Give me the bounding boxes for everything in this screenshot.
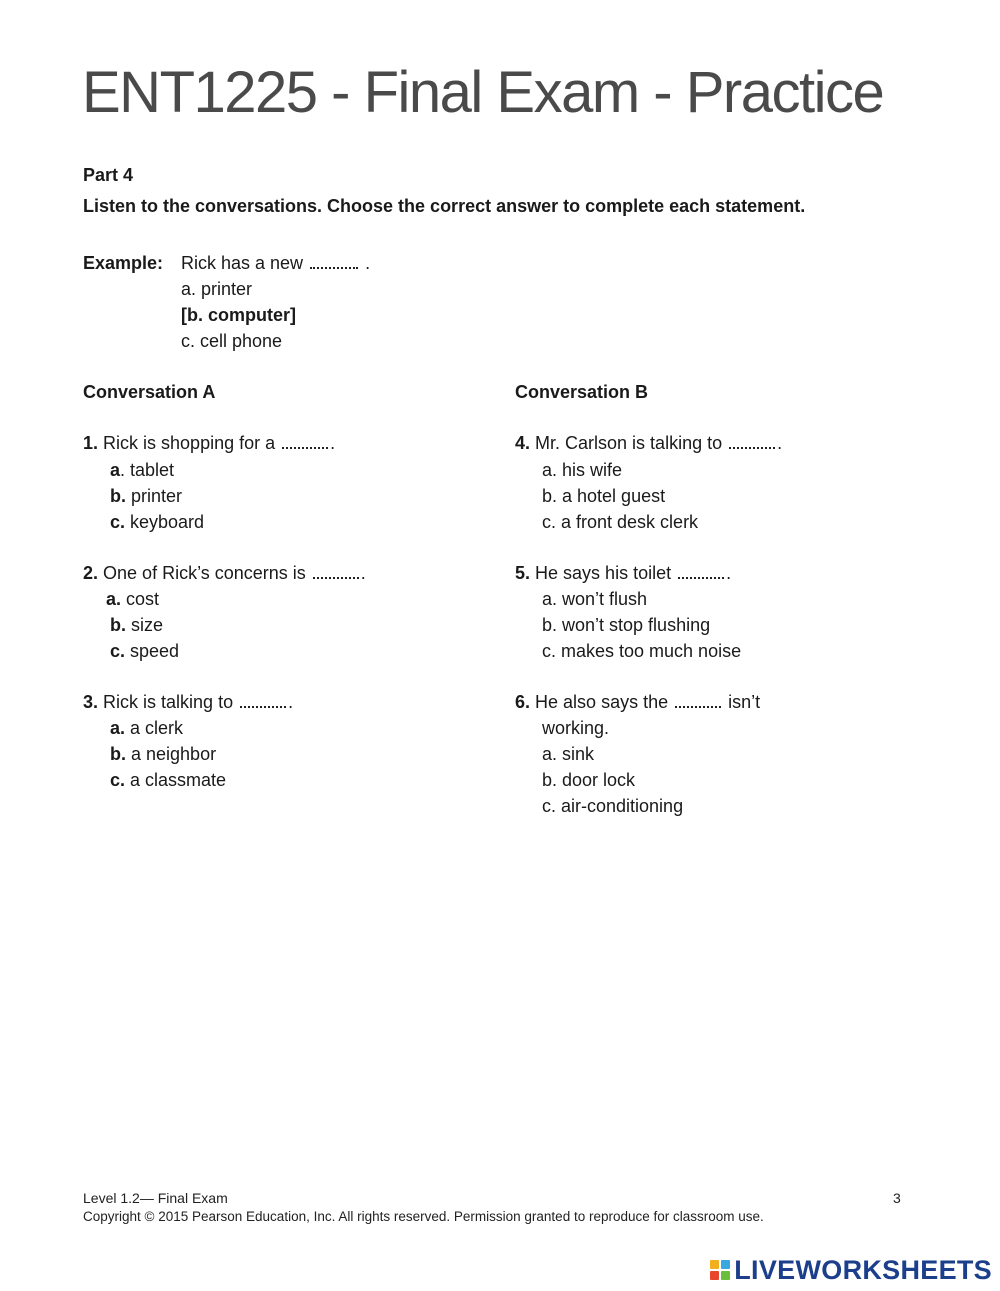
part-label: Part 4: [83, 165, 134, 185]
option-text: keyboard: [125, 512, 205, 532]
liveworksheets-logo[interactable]: [710, 1255, 992, 1285]
logo-tile: [721, 1271, 730, 1280]
answer-blank: [310, 266, 358, 269]
question-3-option-a[interactable]: [110, 717, 183, 739]
question-5-option-b[interactable]: b. won’t stop flushing: [542, 615, 711, 635]
answer-blank: [313, 576, 359, 579]
option-letter: c.: [110, 512, 126, 532]
question-number: 2.: [83, 563, 99, 583]
answer-blank: [675, 705, 721, 708]
logo-tile: [710, 1260, 719, 1269]
question-6-option-a[interactable]: a. sink: [542, 744, 595, 764]
example-option-b: [b. computer]: [181, 305, 296, 325]
option-text: . tablet: [120, 460, 175, 480]
question-1-option-c[interactable]: [110, 511, 204, 533]
question-text: One of Rick’s concerns is: [103, 563, 306, 583]
option-letter: b.: [110, 615, 126, 635]
option-letter: b.: [110, 744, 126, 764]
option-text: a classmate: [125, 770, 227, 790]
option-letter: b.: [110, 486, 126, 506]
conversation-a-heading: Conversation A: [83, 382, 216, 402]
question-end: isn’t: [728, 692, 761, 712]
logo-tile: [710, 1271, 719, 1280]
example-label: Example:: [83, 253, 164, 273]
question-end: .: [726, 563, 732, 583]
question-number: 6.: [515, 692, 531, 712]
question-4-stem: [515, 432, 782, 454]
question-end: .: [777, 433, 783, 453]
answer-blank: [729, 446, 775, 449]
question-2-option-b[interactable]: [110, 614, 163, 636]
footer-copyright: Copyright © 2015 Pearson Education, Inc. All rights reserved. Permission granted to reproduce for classroom use.: [83, 1209, 764, 1224]
example-option-a: a. printer: [181, 279, 253, 299]
page-title: ENT1225 - Final Exam - Practice: [82, 60, 884, 125]
question-text: Mr. Carlson is talking to: [535, 433, 723, 453]
question-2-stem: [83, 562, 366, 584]
answer-blank: [240, 705, 286, 708]
example-stem-text: Rick has a new: [181, 253, 304, 273]
question-text: Rick is shopping for a: [103, 433, 276, 453]
question-4-option-b[interactable]: b. a hotel guest: [542, 486, 666, 506]
answer-blank: [678, 576, 724, 579]
question-1-option-b[interactable]: [110, 485, 182, 507]
question-6-option-b[interactable]: b. door lock: [542, 770, 636, 790]
option-letter: a.: [110, 718, 126, 738]
logo-text: LIVEWORKSHEETS: [734, 1254, 992, 1285]
question-2-option-a[interactable]: [106, 588, 159, 610]
question-number: 1.: [83, 433, 99, 453]
question-number: 5.: [515, 563, 531, 583]
logo-tile: [721, 1260, 730, 1269]
instructions: Listen to the conversations. Choose the correct answer to complete each statement.: [83, 196, 806, 216]
question-1-option-a[interactable]: [110, 459, 174, 481]
question-number: 4.: [515, 433, 531, 453]
question-4-option-a[interactable]: a. his wife: [542, 460, 623, 480]
option-text: speed: [125, 641, 180, 661]
question-6-stem: [515, 691, 760, 713]
question-text: He says his toilet: [535, 563, 672, 583]
question-text: Rick is talking to: [103, 692, 234, 712]
option-text: size: [126, 615, 164, 635]
question-3-option-c[interactable]: [110, 769, 226, 791]
question-end: .: [360, 563, 366, 583]
option-letter: a.: [106, 589, 122, 609]
footer-level: Level 1.2— Final Exam: [83, 1190, 228, 1206]
question-3-option-b[interactable]: [110, 743, 216, 765]
page-number: 3: [893, 1190, 901, 1206]
option-text: a neighbor: [126, 744, 217, 764]
question-1-stem: [83, 432, 335, 454]
option-text: cost: [121, 589, 160, 609]
question-text: He also says the: [535, 692, 669, 712]
question-4-option-c[interactable]: c. a front desk clerk: [542, 512, 699, 532]
question-2-option-c[interactable]: [110, 640, 179, 662]
question-number: 3.: [83, 692, 99, 712]
option-text: a clerk: [125, 718, 184, 738]
example-option-c: c. cell phone: [181, 331, 283, 351]
question-5-option-a[interactable]: a. won’t flush: [542, 589, 648, 609]
question-3-stem: [83, 691, 293, 713]
question-5-option-c[interactable]: c. makes too much noise: [542, 641, 742, 661]
option-text: printer: [126, 486, 183, 506]
answer-blank: [282, 446, 328, 449]
question-6-option-c[interactable]: c. air-conditioning: [542, 796, 684, 816]
conversation-b-heading: Conversation B: [515, 382, 649, 402]
question-6-stem-continued: working.: [542, 718, 610, 738]
question-end: .: [288, 692, 294, 712]
option-letter: a: [110, 460, 121, 480]
option-letter: c.: [110, 641, 126, 661]
question-end: .: [330, 433, 336, 453]
liveworksheets-tiles-icon: [710, 1260, 730, 1280]
example-stem: [181, 252, 370, 274]
question-5-stem: [515, 562, 731, 584]
example-stem-end: .: [365, 253, 371, 273]
option-letter: c.: [110, 770, 126, 790]
